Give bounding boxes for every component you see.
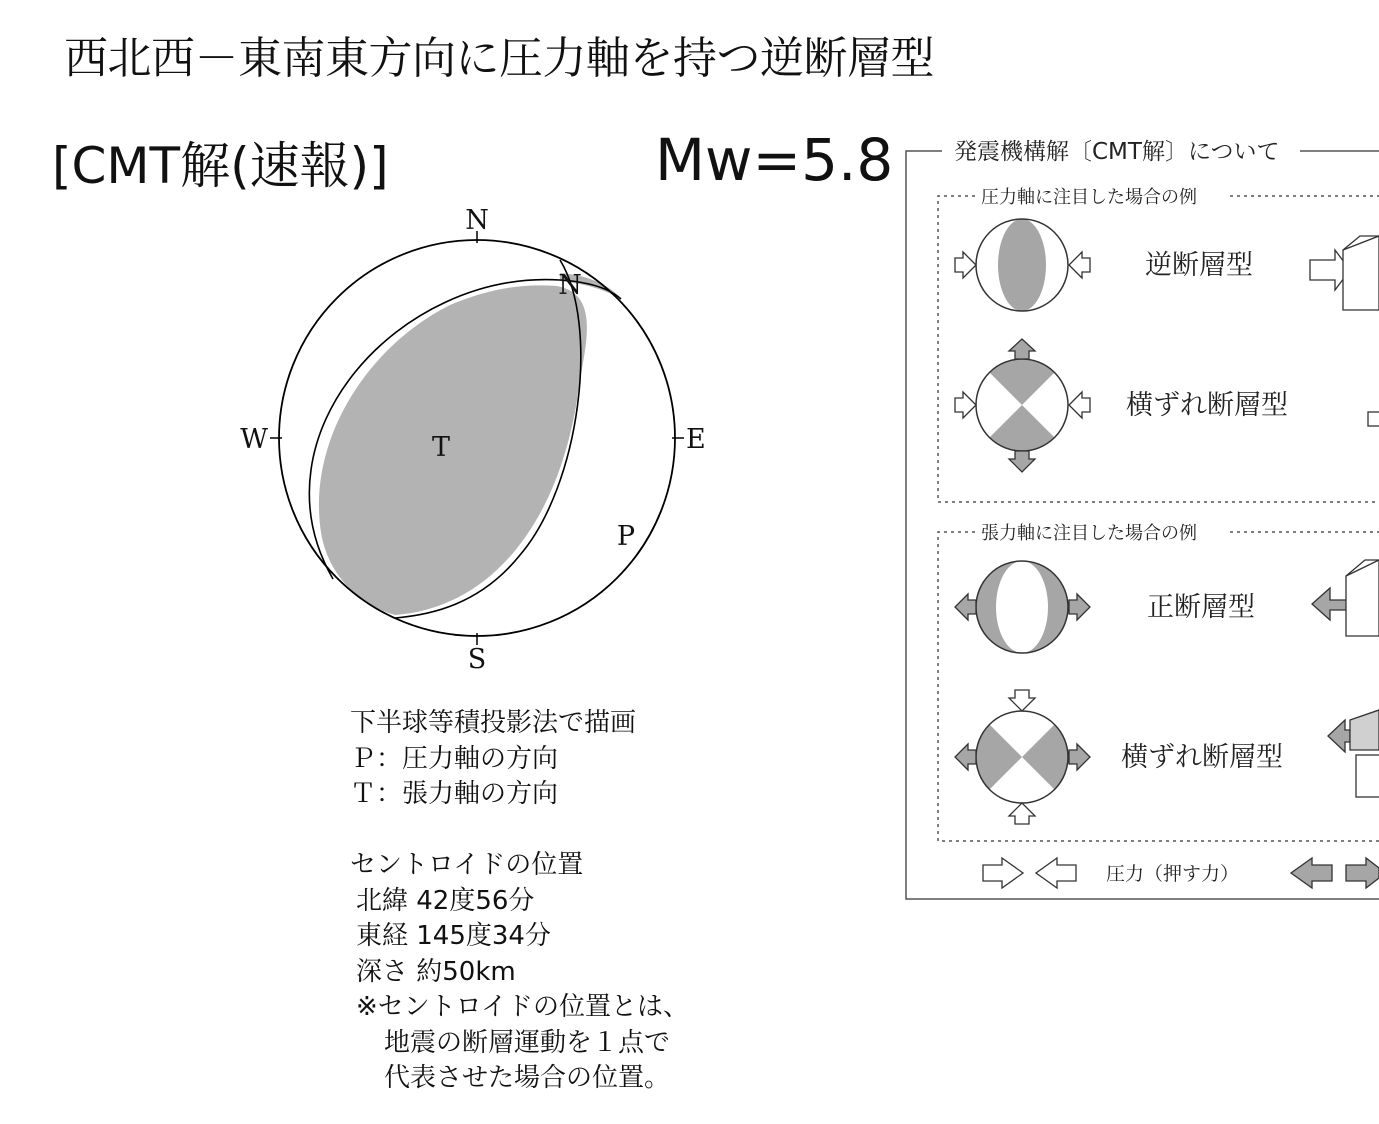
- west-label: W: [240, 424, 268, 455]
- pull-arrow-left-1: [955, 594, 976, 620]
- remark-line-3: 代表させた場合の位置。: [384, 1063, 671, 1093]
- p-axis-label: P: [616, 521, 636, 552]
- magnitude-label: Mw=5.8: [655, 126, 894, 194]
- push-arrow-left-2: [955, 392, 976, 418]
- strike-slip-ball-2: [972, 707, 1072, 807]
- east-label: E: [686, 424, 706, 455]
- strike-slip-label-1: 横ずれ断層型: [1126, 390, 1288, 421]
- tension-group-label: 張力軸に注目した場合の例: [981, 523, 1197, 544]
- t-axis-note: Ｔ：張力軸の方向: [350, 779, 559, 809]
- push-arrow-right-1: [1069, 252, 1090, 278]
- pull-arrow-right-caption: [1346, 858, 1379, 888]
- remark-line-1: ※セントロイドの位置とは、: [356, 992, 690, 1022]
- tension-arrow-up-1: [1009, 339, 1035, 359]
- normal-fault-ball: [976, 561, 1068, 653]
- beachball-diagram: [220, 195, 720, 675]
- pull-arrow-left-2: [955, 744, 976, 770]
- legend-heading: 発震機構解〔CMT解〕について: [954, 139, 1280, 165]
- centroid-depth: 深さ 約50km: [356, 956, 516, 987]
- south-label: S: [467, 644, 487, 675]
- reverse-fault-label: 逆断層型: [1145, 250, 1253, 281]
- push-arrow-right-2: [1069, 392, 1090, 418]
- push-arrow-right-caption: [983, 858, 1023, 888]
- notes-block: [350, 706, 689, 1097]
- pressure-caption: 圧力（押す力）: [1106, 863, 1240, 885]
- solution-label: [CMT解(速報)]: [52, 137, 389, 195]
- centroid-heading: セントロイドの位置: [350, 850, 584, 880]
- compression-quadrant-main: [319, 285, 587, 615]
- tension-arrow-down-1: [1009, 451, 1035, 472]
- reverse-fault-ball: [976, 219, 1068, 311]
- strike-slip-ball-1: [972, 355, 1072, 455]
- t-axis-label: T: [431, 432, 451, 463]
- null-axis-label: N: [558, 270, 582, 301]
- north-label: N: [465, 205, 489, 236]
- legend-panel: [880, 110, 1379, 910]
- push-arrow-left-caption: [1036, 858, 1076, 888]
- strike-slip-block-icon-2: [1328, 710, 1379, 797]
- reverse-block-icon: [1310, 236, 1379, 310]
- projection-note: 下半球等積投影法で描画: [350, 708, 637, 738]
- strike-slip-block-icon-1: [1368, 412, 1379, 426]
- p-axis-note: Ｐ：圧力軸の方向: [350, 743, 559, 774]
- push-arrow-down-2: [1009, 690, 1035, 711]
- pressure-group-label: 圧力軸に注目した場合の例: [981, 187, 1197, 208]
- normal-block-icon: [1312, 560, 1379, 636]
- push-arrow-left-1: [955, 252, 976, 278]
- pull-arrow-right-1: [1069, 594, 1090, 620]
- pull-arrow-left-caption: [1291, 858, 1332, 888]
- normal-fault-label: 正断層型: [1147, 592, 1255, 623]
- centroid-longitude: 東経 145度34分: [356, 921, 551, 951]
- push-arrow-up-2: [1009, 803, 1035, 824]
- pull-arrow-right-2: [1069, 744, 1090, 770]
- page-title: 西北西－東南東方向に圧力軸を持つ逆断層型: [64, 33, 934, 84]
- centroid-latitude: 北緯 42度56分: [356, 885, 535, 916]
- strike-slip-label-2: 横ずれ断層型: [1121, 742, 1283, 773]
- remark-line-2: 地震の断層運動を１点で: [384, 1027, 671, 1058]
